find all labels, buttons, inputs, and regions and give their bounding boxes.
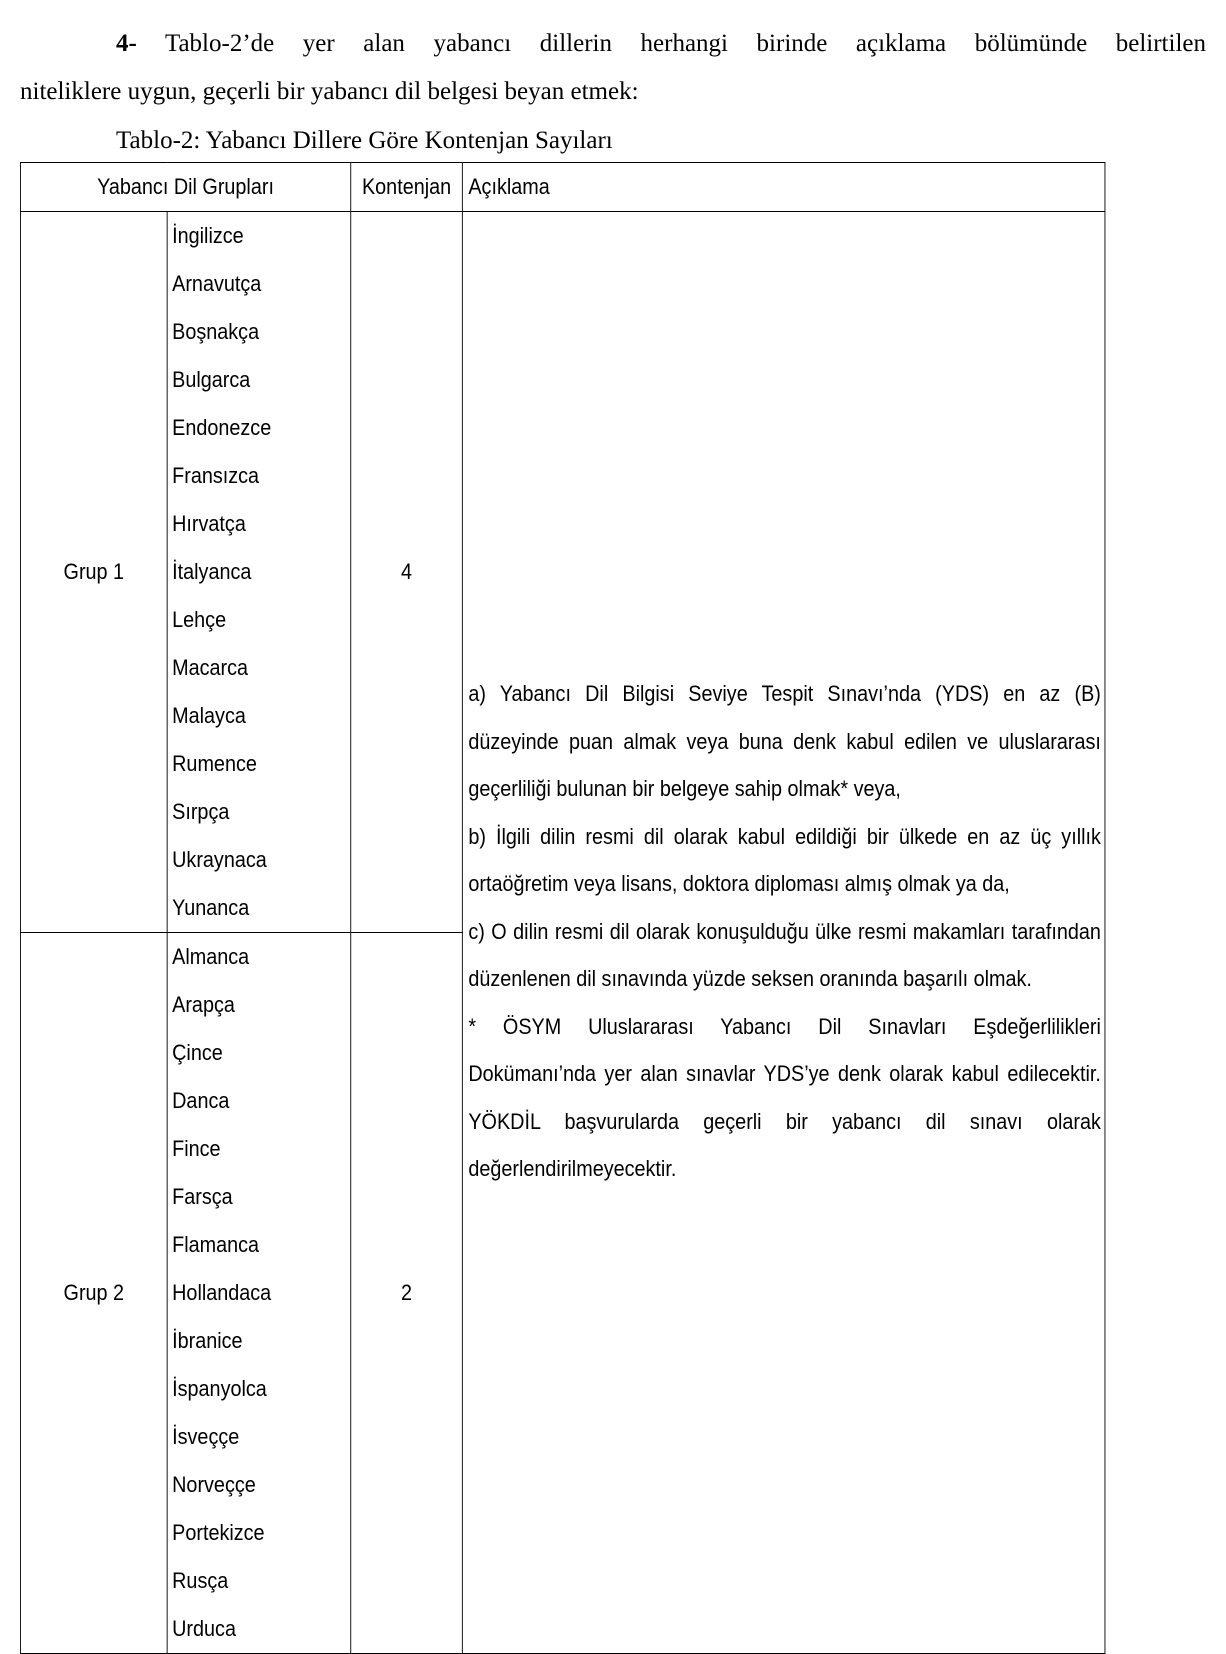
language-item: Urduca: [172, 1616, 236, 1641]
intro-line-1: [20, 20, 1206, 68]
language-item: Norveççe: [172, 1472, 256, 1497]
table-header-row: [20, 163, 1105, 212]
language-item: Portekizce: [172, 1520, 265, 1545]
language-item: Almanca: [172, 944, 250, 969]
group-1-name: Grup 1: [20, 212, 167, 933]
language-item: Danca: [172, 1088, 230, 1113]
group-2-name: Grup 2: [20, 933, 167, 1654]
header-quota: Kontenjan: [351, 163, 463, 212]
language-item: Fransızca: [172, 463, 260, 488]
description-cell: [462, 212, 1104, 1654]
description-footnote: * ÖSYM Uluslararası Yabancı Dil Sınavları Eşdeğerlilikleri Dokümanı’nda yer alan sınavlar YDS’ye denk olarak kabul edilecektir. YÖKDİL başvurularda geçerli bir yabancı dil sınavı olarak değerlendirilmeyecektir.: [468, 1013, 1101, 1181]
language-item: Rumence: [172, 751, 257, 776]
language-item: Farsça: [172, 1184, 233, 1209]
language-item: Hırvatça: [172, 511, 246, 536]
language-item: Fince: [172, 1136, 221, 1161]
table-caption: Tablo-2: Yabancı Dillere Göre Kontenjan Sayıları: [116, 127, 613, 154]
language-item: Boşnakça: [172, 319, 260, 344]
group-2-languages: [167, 933, 350, 1654]
table-row-group-1: [20, 212, 1105, 933]
language-item: Endonezce: [172, 415, 272, 440]
language-item: İsveççe: [172, 1424, 240, 1449]
language-item: Hollandaca: [172, 1280, 272, 1305]
language-item: Arapça: [172, 992, 235, 1017]
group-1-quota: 4: [351, 212, 463, 933]
header-language-groups: Yabancı Dil Grupları: [20, 163, 350, 212]
description-item-c: c) O dilin resmi dil olarak konuşulduğu ülke resmi makamları tarafından düzenlenen dil sınavında yüzde seksen oranında başarılı olmak.: [468, 918, 1101, 991]
language-item: İbranice: [172, 1328, 243, 1353]
language-item: Ukraynaca: [172, 847, 267, 872]
language-item: Macarca: [172, 655, 249, 680]
language-item: İngilizce: [172, 223, 244, 248]
intro-line-2: niteliklere uygun, geçerli bir yabancı dil belgesi beyan etmek:: [20, 78, 639, 105]
quota-table: [20, 162, 1105, 1654]
language-item: İspanyolca: [172, 1376, 267, 1401]
group-1-languages: [167, 212, 350, 933]
language-item: Flamanca: [172, 1232, 260, 1257]
language-item: Bulgarca: [172, 367, 251, 392]
language-item: Sırpça: [172, 799, 230, 824]
language-item: Çince: [172, 1040, 223, 1065]
intro-paragraph: [20, 20, 1206, 116]
language-item: Yunanca: [172, 895, 250, 920]
language-item: Rusça: [172, 1568, 229, 1593]
language-item: Arnavutça: [172, 271, 262, 296]
header-description: Açıklama: [462, 163, 1104, 212]
language-item: Lehçe: [172, 607, 227, 632]
language-item: Malayca: [172, 703, 246, 728]
description-item-a: a) Yabancı Dil Bilgisi Seviye Tespit Sınavı’nda (YDS) en az (B) düzeyinde puan almak veya buna denk kabul edilen ve uluslararası geçerliliği bulunan bir belgeye sahip olmak* veya,: [468, 681, 1101, 801]
description-item-b: b) İlgili dilin resmi dil olarak kabul edildiği bir ülkede en az üç yıllık ortaöğretim veya lisans, doktora diploması almış olmak ya da,: [468, 823, 1101, 896]
group-2-quota: 2: [351, 933, 463, 1654]
item-number: 4-: [116, 30, 137, 57]
language-item: İtalyanca: [172, 559, 252, 584]
intro-text-1: Tablo-2’de yer alan yabancı dillerin herhangi birinde açıklama bölümünde belirtilen: [164, 30, 1206, 57]
